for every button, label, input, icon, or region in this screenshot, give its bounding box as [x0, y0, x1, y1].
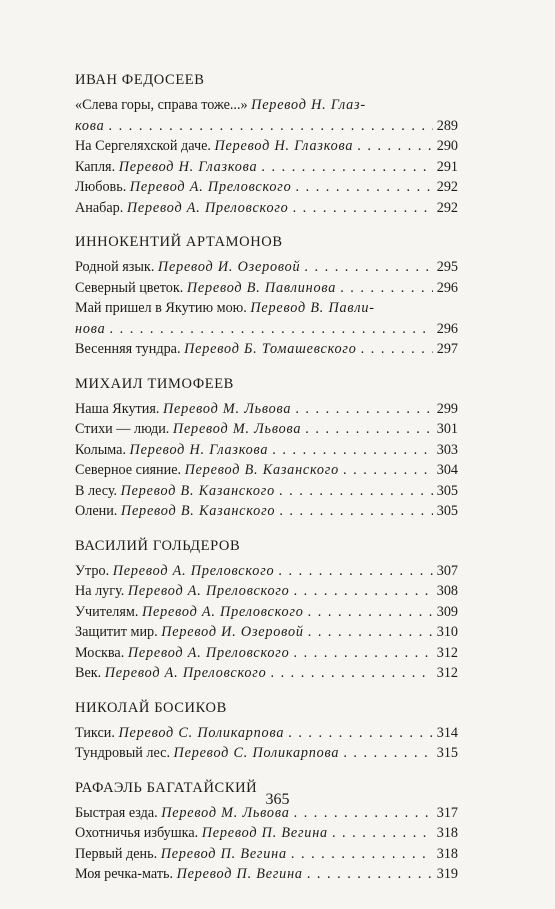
page-ref: 299	[436, 400, 458, 417]
leader-dots	[105, 116, 433, 137]
poem-title-text: Весенняя тундра.	[75, 341, 181, 357]
author-heading: ИВАН ФЕДОСЕЕВ	[75, 72, 205, 88]
author-heading: ВАСИЛИЙ ГОЛЬДЕРОВ	[75, 537, 241, 554]
poem-title-text: Анабар.	[75, 199, 124, 216]
page-ref: 319	[436, 866, 458, 882]
table-of-contents	[75, 70, 458, 899]
page-ref: 291	[436, 158, 458, 175]
translator-credit: Перевод В. Павли-	[250, 300, 375, 316]
poem-title	[75, 864, 303, 885]
poem-title-text: Москва.	[75, 644, 125, 661]
page-ref: 310	[436, 624, 458, 640]
translator-credit: Перевод М. Львова	[162, 400, 292, 417]
leader-dots	[291, 399, 432, 420]
poem-title	[75, 823, 328, 844]
poem-title	[75, 844, 287, 865]
leader-dots	[303, 864, 433, 885]
poem-title	[75, 663, 266, 684]
translator-credit-continuation: нова	[75, 320, 106, 337]
toc-entry	[75, 440, 458, 461]
leader-dots	[274, 561, 432, 582]
page-ref: 315	[436, 745, 458, 761]
toc-entry	[75, 864, 458, 885]
poem-title-text: Защитит мир.	[75, 624, 158, 640]
leader-dots	[268, 440, 432, 461]
page-ref: 292	[436, 199, 458, 216]
leader-dots	[353, 136, 432, 157]
poem-title	[75, 481, 275, 502]
poem-title	[75, 177, 292, 198]
poem-title-text: Наша Якутия.	[75, 400, 160, 417]
leader-dots	[275, 501, 432, 522]
page-ref: 296	[436, 279, 458, 296]
poem-title-text: Колыма.	[75, 441, 126, 458]
toc-entry	[75, 399, 458, 420]
toc-entry	[75, 198, 458, 219]
page-ref: 296	[436, 320, 458, 337]
poem-title	[75, 602, 304, 623]
toc-entry	[75, 157, 458, 178]
translator-credit: Перевод И. Озеровой	[157, 259, 301, 275]
toc-entry	[75, 581, 458, 602]
leader-dots	[357, 339, 433, 360]
page-ref: 309	[436, 603, 458, 620]
translator-credit: Перевод А. Преловского	[127, 644, 290, 661]
page-ref: 312	[436, 665, 458, 681]
leader-dots	[328, 823, 433, 844]
translator-credit: Перевод Н. Глазкова	[118, 158, 258, 175]
poem-title	[75, 561, 274, 582]
leader-dots	[292, 177, 433, 198]
leader-dots	[287, 844, 433, 865]
poem-title-text: Первый день.	[75, 845, 158, 862]
translator-credit: Перевод А. Преловского	[126, 199, 289, 216]
poem-title	[75, 157, 257, 178]
poem-title-text: Северный цветок.	[75, 279, 184, 296]
translator-credit: Перевод П. Вегина	[176, 866, 303, 882]
author-section	[75, 374, 458, 522]
leader-dots	[339, 743, 432, 764]
page-ref: 301	[436, 421, 458, 437]
author-heading: НИКОЛАЙ БОСИКОВ	[75, 699, 227, 716]
author-section	[75, 536, 458, 684]
poem-title-text: В лесу.	[75, 482, 118, 499]
toc-entry	[75, 339, 458, 360]
poem-title	[75, 419, 301, 440]
toc-entry	[75, 419, 458, 440]
poem-title	[75, 257, 300, 278]
toc-entry	[75, 481, 458, 502]
poem-title	[75, 298, 375, 319]
poem-title-text: Утро.	[75, 562, 110, 579]
poem-title	[75, 622, 304, 643]
translator-credit: Перевод А. Преловского	[129, 179, 292, 195]
page-ref: 295	[436, 259, 458, 275]
poem-title	[75, 136, 353, 157]
poem-title	[75, 95, 366, 116]
toc-entry	[75, 298, 458, 339]
author-section	[75, 70, 458, 218]
translator-credit: Перевод П. Вегина	[201, 825, 328, 841]
page-ref: 308	[436, 583, 458, 599]
poem-title-text: «Слева горы, справа тоже...»	[75, 97, 248, 113]
toc-entry	[75, 501, 458, 522]
page-ref: 314	[436, 724, 458, 741]
leader-dots	[304, 622, 433, 643]
toc-entry	[75, 561, 458, 582]
translator-credit: Перевод Н. Глазкова	[214, 138, 354, 154]
poem-title-text: Северное сияние.	[75, 462, 182, 478]
page-ref: 297	[436, 341, 458, 357]
poem-title-text: Охотничья избушка.	[75, 825, 199, 841]
poem-title-text: Век.	[75, 665, 102, 681]
toc-entry	[75, 844, 458, 865]
poem-title	[75, 581, 290, 602]
page-ref: 305	[436, 482, 458, 499]
toc-entry	[75, 177, 458, 198]
leader-dots	[304, 602, 433, 623]
page-ref: 290	[436, 138, 458, 154]
poem-title	[75, 460, 339, 481]
leader-dots	[266, 663, 432, 684]
toc-entry	[75, 95, 458, 136]
translator-credit: Перевод С. Поликарпова	[173, 745, 340, 761]
translator-credit: Перевод Н. Глаз-	[251, 97, 366, 113]
toc-entry	[75, 723, 458, 744]
leader-dots	[284, 723, 433, 744]
translator-credit: Перевод А. Преловского	[127, 583, 290, 599]
translator-credit: Перевод А. Преловского	[141, 603, 304, 620]
poem-title-text: Май пришел в Якутию мою.	[75, 300, 247, 316]
page-ref: 289	[436, 117, 458, 134]
translator-credit: Перевод Н. Глазкова	[129, 441, 269, 458]
translator-credit: Перевод С. Поликарпова	[118, 724, 285, 741]
toc-entry	[75, 643, 458, 664]
poem-title-text: Олени.	[75, 503, 118, 519]
translator-credit: Перевод В. Казанского	[184, 462, 340, 478]
toc-entry	[75, 278, 458, 299]
leader-dots	[336, 278, 433, 299]
toc-entry	[75, 663, 458, 684]
translator-credit: Перевод М. Львова	[172, 421, 302, 437]
author-heading: МИХАИЛ ТИМОФЕЕВ	[75, 375, 234, 392]
poem-title	[75, 339, 357, 360]
toc-entry	[75, 602, 458, 623]
translator-credit: Перевод Б. Томашевского	[184, 341, 357, 357]
page-ref: 318	[436, 825, 458, 841]
poem-title-text: На Сергеляхской даче.	[75, 138, 211, 154]
poem-title	[75, 198, 289, 219]
poem-title-text: Быстрая езда.	[75, 804, 158, 821]
leader-dots	[301, 419, 432, 440]
translator-credit: Перевод В. Павлинова	[186, 279, 337, 296]
poem-title	[75, 440, 268, 461]
leader-dots	[339, 460, 433, 481]
translator-credit: Перевод В. Казанского	[120, 503, 276, 519]
leader-dots	[300, 257, 432, 278]
poem-title	[75, 278, 336, 299]
page-ref: 304	[436, 462, 458, 478]
poem-title	[75, 643, 290, 664]
page-ref: 292	[436, 179, 458, 195]
author-heading: ИННОКЕНТИЙ АРТАМОНОВ	[75, 234, 283, 250]
translator-credit: Перевод М. Львова	[161, 804, 290, 821]
page-ref: 303	[436, 441, 458, 458]
leader-dots	[290, 581, 433, 602]
page-ref: 317	[436, 804, 458, 821]
leader-dots	[257, 157, 432, 178]
poem-title	[75, 399, 291, 420]
poem-title-text: Тундровый лес.	[75, 745, 170, 761]
poem-title-text: Учителям.	[75, 603, 139, 620]
poem-title-text: Капля.	[75, 158, 116, 175]
author-section	[75, 232, 458, 360]
translator-credit: Перевод В. Казанского	[120, 482, 276, 499]
leader-dots	[290, 643, 433, 664]
poem-title-text: Родной язык.	[75, 259, 155, 275]
toc-entry	[75, 136, 458, 157]
toc-entry	[75, 622, 458, 643]
poem-title-text: Любовь.	[75, 179, 127, 195]
toc-entry	[75, 823, 458, 844]
page-ref: 307	[436, 562, 458, 579]
toc-entry	[75, 460, 458, 481]
author-section	[75, 698, 458, 764]
page-ref: 312	[436, 644, 458, 661]
page-ref: 305	[436, 503, 458, 519]
translator-credit: Перевод П. Вегина	[160, 845, 287, 862]
poem-title	[75, 501, 275, 522]
leader-dots	[289, 198, 433, 219]
leader-dots	[275, 481, 433, 502]
toc-entry	[75, 257, 458, 278]
poem-title-text: Тикси.	[75, 724, 115, 741]
toc-entry	[75, 743, 458, 764]
page-number: 365	[265, 791, 290, 808]
translator-credit: Перевод А. Преловского	[104, 665, 267, 681]
poem-title	[75, 743, 339, 764]
translator-credit: Перевод И. Озеровой	[161, 624, 304, 640]
poem-title-text: На лугу.	[75, 583, 125, 599]
author-heading: РАФАЭЛЬ БАГАТАЙСКИЙ	[75, 779, 258, 796]
leader-dots	[106, 319, 433, 340]
page-ref: 318	[436, 845, 458, 862]
translator-credit-continuation: кова	[75, 117, 105, 134]
poem-title-text: Моя речка-мать.	[75, 866, 174, 882]
poem-title	[75, 723, 284, 744]
poem-title-text: Стихи — люди.	[75, 421, 170, 437]
translator-credit: Перевод А. Преловского	[112, 562, 275, 579]
